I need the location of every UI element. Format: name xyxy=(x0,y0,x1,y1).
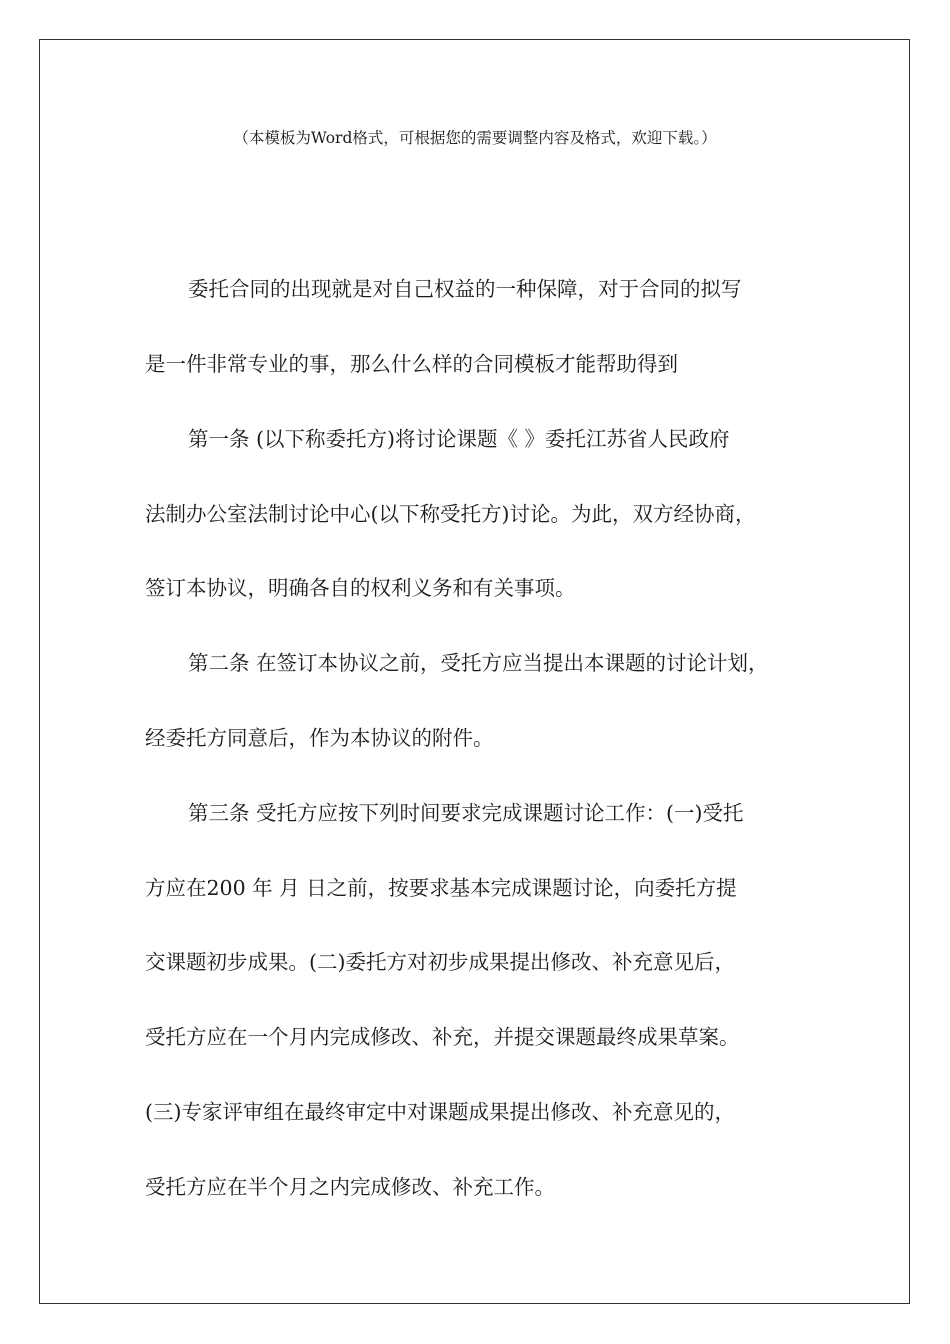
article-3-line: 受托方应在一个月内完成修改、补充，并提交课题最终成果草案。 xyxy=(145,1025,740,1049)
article-2-line: 第二条 在签订本协议之前，受托方应当提出本课题的讨论计划， xyxy=(188,651,769,675)
article-3-line: 交课题初步成果。(二)委托方对初步成果提出修改、补充意见后， xyxy=(145,950,735,974)
paragraph-line: 是一件非常专业的事，那么什么样的合同模板才能帮助得到 xyxy=(145,352,678,376)
template-note: （本模板为Word格式，可根据您的需要调整内容及格式，欢迎下载。） xyxy=(233,129,717,147)
article-2-line: 经委托方同意后，作为本协议的附件。 xyxy=(145,726,494,750)
paragraph-line: 委托合同的出现就是对自己权益的一种保障，对于合同的拟写 xyxy=(188,277,742,301)
article-3-line: (三)专家评审组在最终审定中对课题成果提出修改、补充意见的， xyxy=(145,1100,735,1124)
article-1-line: 签订本协议，明确各自的权利义务和有关事项。 xyxy=(145,576,576,600)
article-3-line: 方应在200 年 月 日之前，按要求基本完成课题讨论，向委托方提 xyxy=(145,876,737,900)
article-3-line: 受托方应在半个月之内完成修改、补充工作。 xyxy=(145,1175,555,1199)
article-3-line: 第三条 受托方应按下列时间要求完成课题讨论工作：(一)受托 xyxy=(188,801,744,825)
article-1-line: 第一条 (以下称委托方)将讨论课题《 》委托江苏省人民政府 xyxy=(188,427,730,451)
article-1-line: 法制办公室法制讨论中心(以下称受托方)讨论。为此，双方经协商， xyxy=(145,502,756,526)
